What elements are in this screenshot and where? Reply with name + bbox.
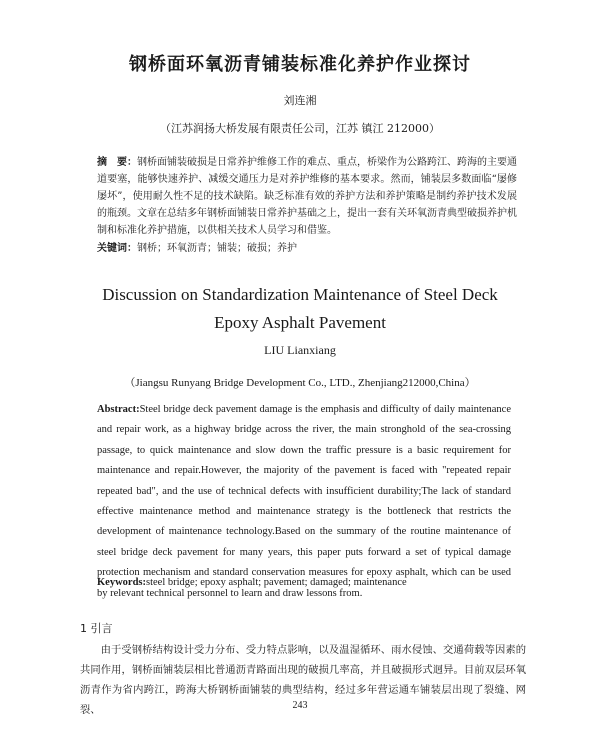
keywords-en-text: steel bridge; epoxy asphalt; pavement; damaged; maintenance — [146, 577, 407, 588]
keywords-cn-text: 钢桥；环氧沥青；铺装；破损；养护 — [137, 243, 297, 254]
keywords-cn-label: 关键词： — [97, 243, 137, 254]
abstract-cn-label: 摘 要： — [97, 157, 137, 168]
keywords-cn — [97, 240, 517, 257]
title-cn: 钢桥面环氧沥青铺装标准化养护作业探讨 — [129, 54, 471, 75]
page-number: 243 — [292, 700, 308, 711]
affiliation-en: （Jiangsu Runyang Bridge Development Co., LTD., Zhenjiang212000,China） — [124, 377, 476, 389]
abstract-cn-text: 钢桥面铺装破损是日常养护维修工作的难点、重点，桥梁作为公路跨江、跨海的主要通道要塞，能够快速养护、减缓交通压力是对养护维修的基本要求。然而，铺装层多数面临“屡修屡坏”，使用耐久性不足的技术缺陷。缺乏标准有效的养护方法和养护策略是制约养护技术发展的瓶颈。文章在总结多年钢桥面铺装日常养护基础之上，提出一套有关环氧沥青典型破损养护机制和标准化养护措施，以供相关技术人员学习和借鉴。 — [97, 157, 517, 236]
keywords-en-label: Keywords: — [97, 577, 146, 588]
keywords-en — [97, 577, 511, 588]
section-heading-intro: 1 引言 — [80, 622, 113, 635]
intro-paragraph: 由于受钢桥结构设计受力分布、受力特点影响，以及温湿循环、雨水侵蚀、交通荷载等因素的共同作用，钢桥面铺装层相比普通沥青路面出现的破损几率高，并且破损形式迥异。目前双层环氧沥青作为省内跨江，跨海大桥钢桥面铺装的典型结构，经过多年营运通车铺装层出现了裂缝、网裂、 — [80, 644, 526, 716]
abstract-en — [97, 400, 511, 604]
title-en: Discussion on Standardization Maintenance of Steel Deck Epoxy Asphalt Pavement — [102, 285, 498, 332]
affiliation-cn: （江苏润扬大桥发展有限责任公司，江苏 镇江 212000） — [160, 122, 440, 135]
author-en: LIU Lianxiang — [264, 343, 336, 357]
abstract-en-label: Abstract: — [97, 404, 140, 415]
author-cn: 刘连湘 — [283, 94, 317, 107]
abstract-cn — [97, 154, 517, 239]
abstract-en-text: Steel bridge deck pavement damage is the emphasis and difficulty of daily maintenance and repair work, as a highway bridge across the river, the main stronghold of the sea-crossing passage, to quick maintenance and slow down the traffic pressure is a basic requirement for maintenance and repair.However, the majority of the pavement is faced with "repeated repair repeated bad", and the use of technical defects with insufficient durability;The lack of standard effective maintenance method and maintenance strategy is the bottleneck that restricts the development of maintenance technology.Based on the summary of the routine maintenance of steel bridge deck pavement for many years, this paper puts forward a set of typical damage protection mechanism and standard conservation measures for epoxy asphalt, which can be used by relevant technical personnel to learn and draw lessons from. — [97, 404, 511, 599]
